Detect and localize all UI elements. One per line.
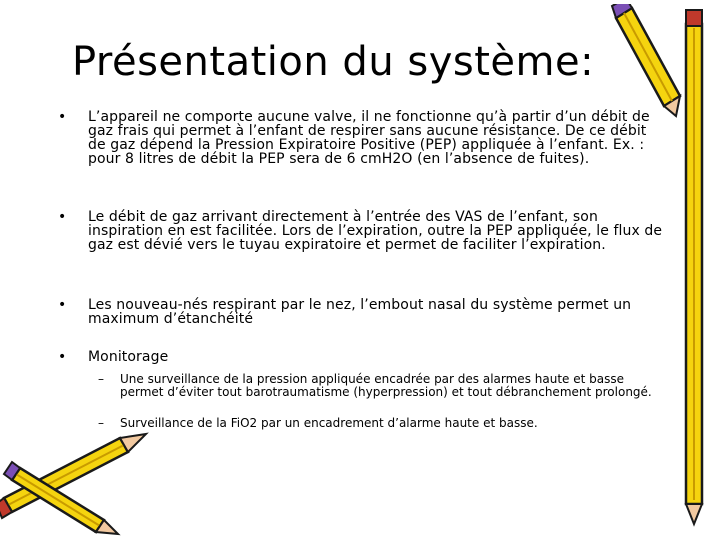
bullet-text: Monitorage <box>88 349 169 365</box>
bullet-text: L’appareil ne comporte aucune valve, il ne fonctionne qu’à partir d’un débit de gaz frais qui permet à l’enfant de respirer sans aucune résistance. De ce débit de gaz dépend la Pression Expiratoire Positive (PEP) appliquée à l’enfant. Ex. : pour 8 litres de débit la PEP sera de 6 cmH2O (en l’absence de fuites). <box>88 109 650 167</box>
bullet-text: Les nouveau-nés respirant par le nez, l’embout nasal du système permet un maximum d’étanchéité <box>88 297 632 327</box>
bullet-marker: • <box>58 349 67 365</box>
sub-bullet-marker: – <box>98 372 104 386</box>
pencil-clipart-icon <box>600 4 716 528</box>
crossed-pencils-icon <box>0 428 150 536</box>
bullet-text: Le débit de gaz arrivant directement à l’entrée des VAS de l’enfant, son inspiration en est facilitée. Lors de l’expiration, outre la PEP appliquée, le flux de gaz est dévié vers le tuyau expiratoire et permet de faciliter l’expiration. <box>88 209 663 253</box>
slide-title: Présentation du système: <box>72 39 595 85</box>
bullet-marker: • <box>58 297 67 313</box>
sub-bullet-text: Surveillance de la FiO2 par un encadrement d’alarme haute et basse. <box>120 416 538 430</box>
sub-bullet-text: Une surveillance de la pression appliquée encadrée par des alarmes haute et basse permet d’éviter tout barotraumatisme (hyperpression) et tout débranchement prolongé. <box>120 372 652 399</box>
bullet-marker: • <box>58 109 67 125</box>
sub-bullet-marker: – <box>98 416 104 430</box>
bullet-marker: • <box>58 209 67 225</box>
